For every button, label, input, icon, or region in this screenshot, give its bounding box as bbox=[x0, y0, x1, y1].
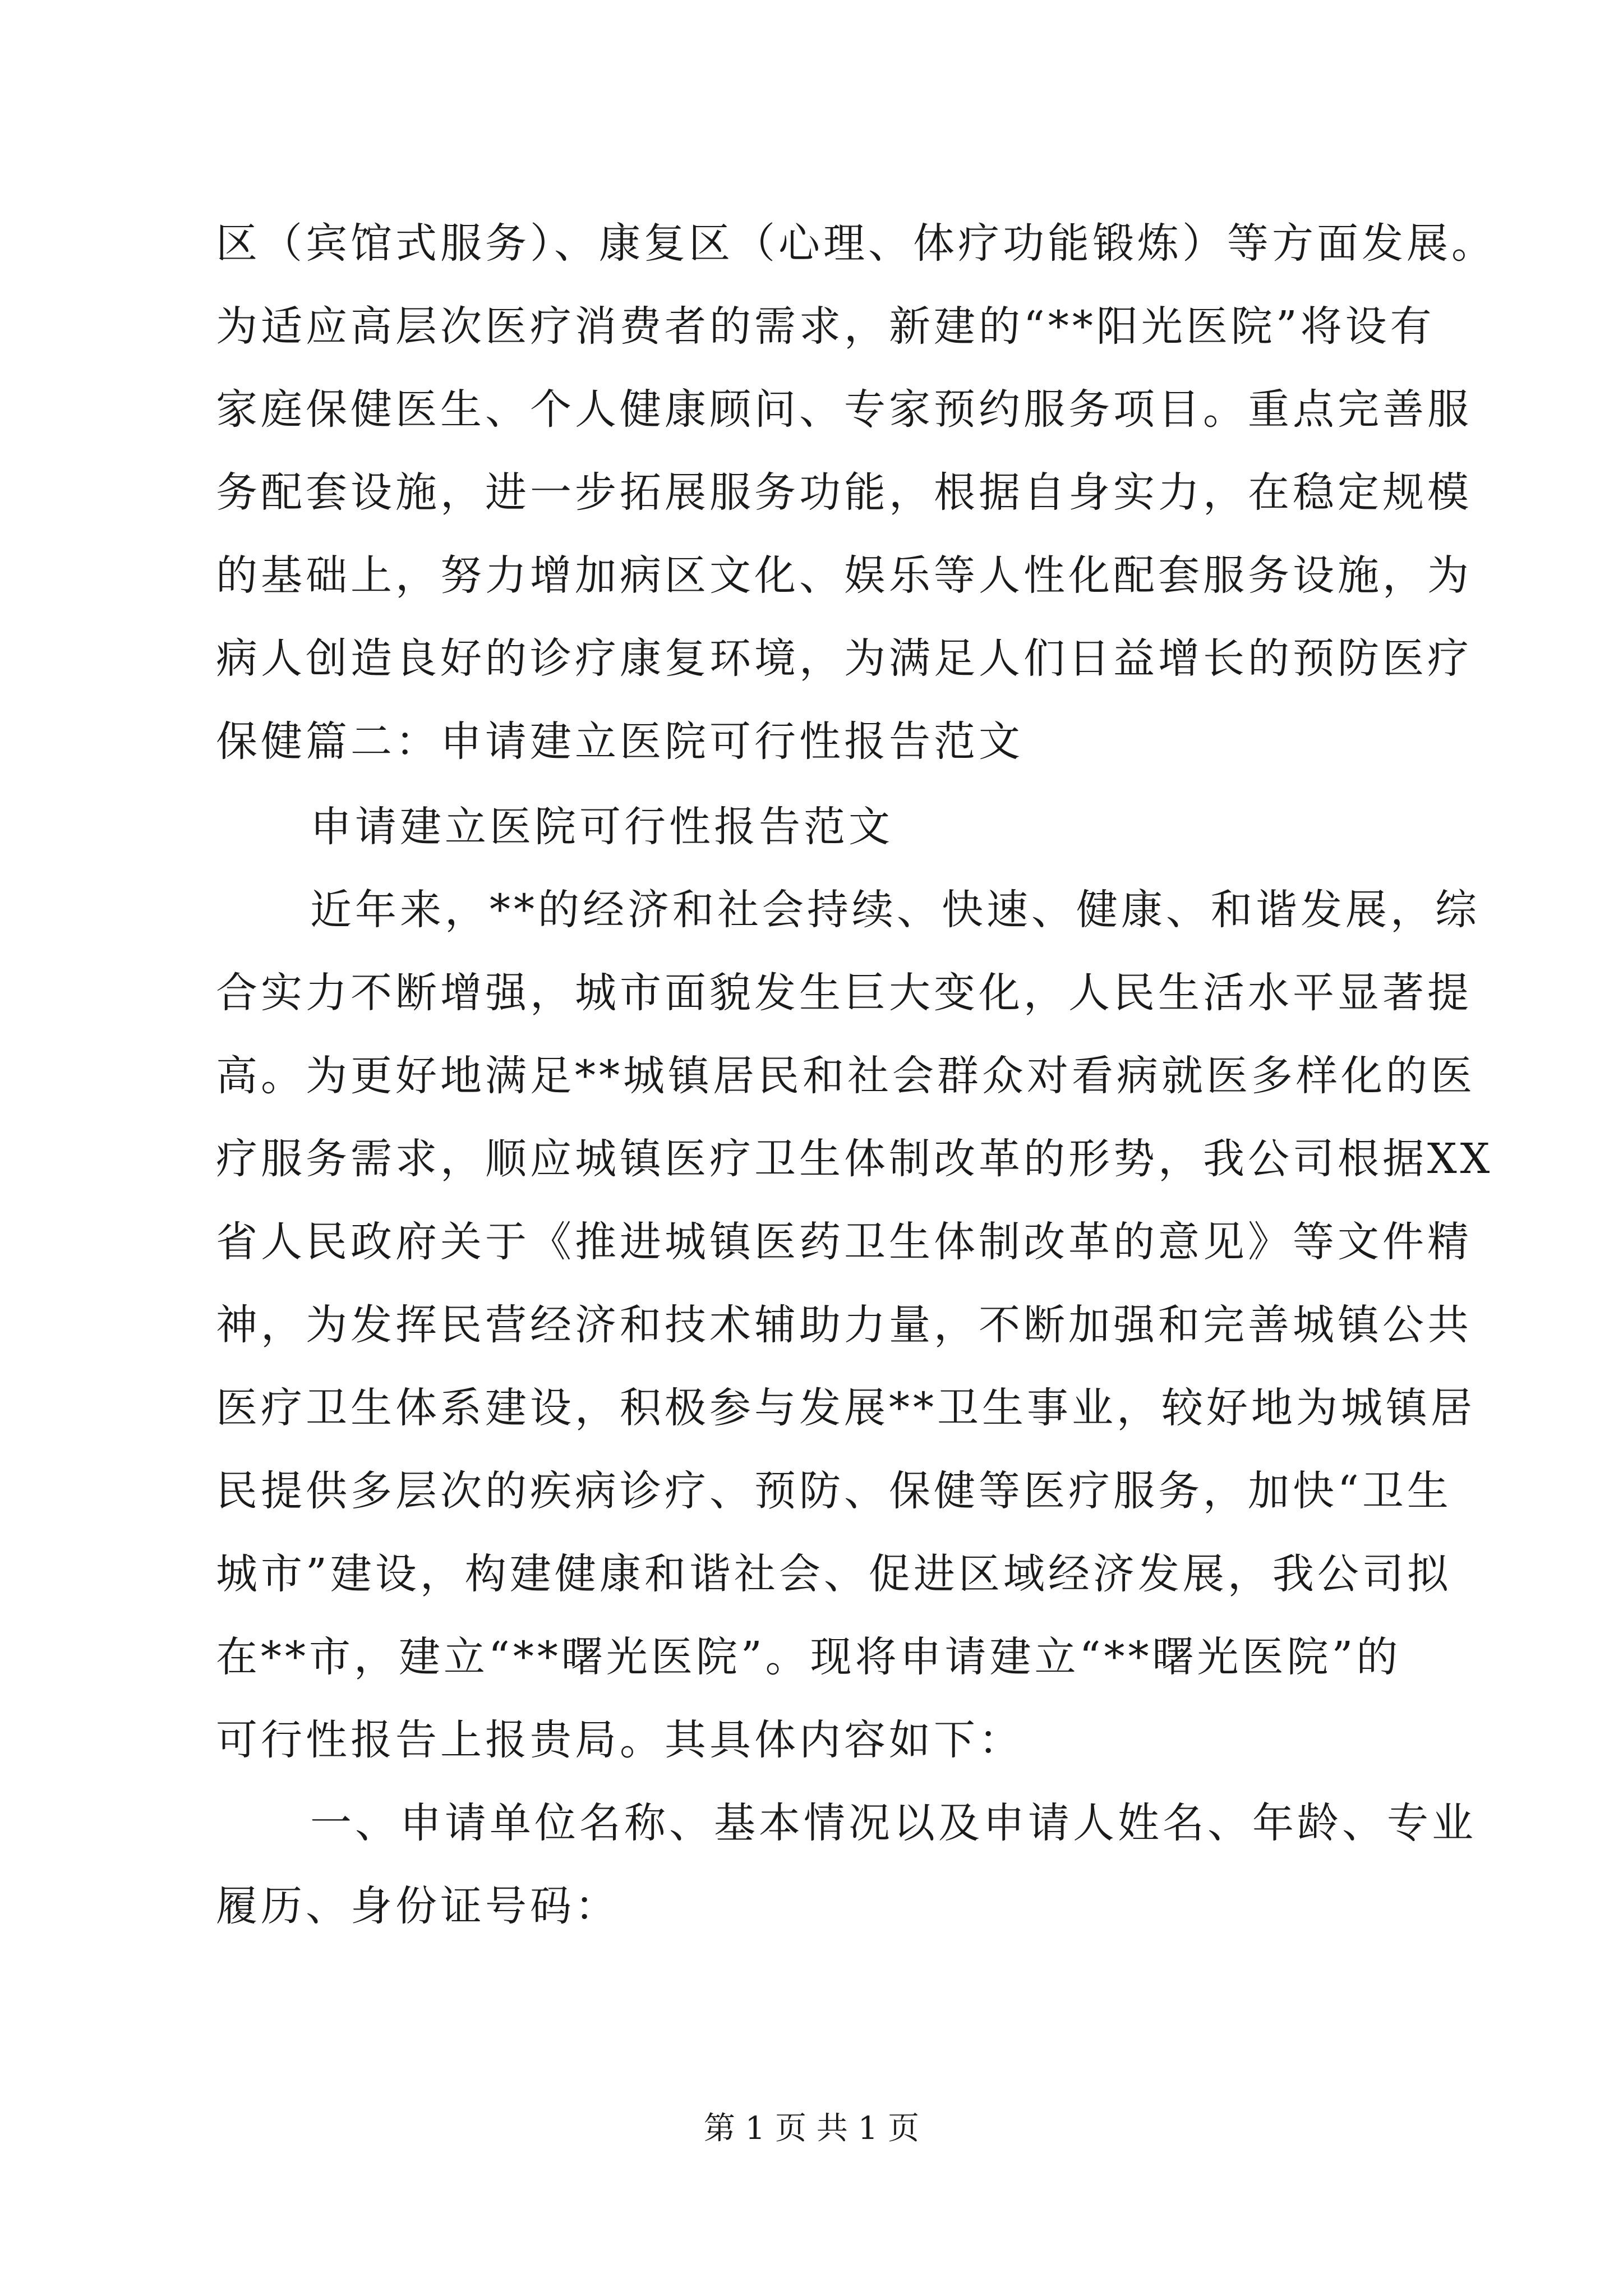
document-body bbox=[216, 202, 1496, 1948]
text-line: 履历、身份证号码： bbox=[216, 1882, 620, 1930]
text-line: 区（宾馆式服务）、康复区（心理、体疗功能锻炼）等方面发展。 bbox=[216, 219, 1496, 268]
text-line: 一、申请单位名称、基本情况以及申请人姓名、年龄、专业 bbox=[310, 1799, 1477, 1847]
text-line: 疗服务需求，顺应城镇医疗卫生体制改革的形势，我公司根据XX bbox=[216, 1135, 1493, 1183]
text-line: 城市”建设，构建健康和谐社会、促进区域经济发展，我公司拟 bbox=[216, 1550, 1452, 1598]
page-number-footer: 第 1 页 共 1 页 bbox=[703, 2110, 920, 2147]
text-line: 医疗卫生体系建设，积极参与发展**卫生事业，较好地为城镇居 bbox=[216, 1384, 1476, 1432]
text-line: 高。为更好地满足**城镇居民和社会群众对看病就医多样化的医 bbox=[216, 1052, 1476, 1100]
section-heading: 申请建立医院可行性报告范文 bbox=[310, 803, 893, 851]
text-line: 在**市，建立“**曙光医院”。现将申请建立“**曙光医院”的 bbox=[216, 1633, 1401, 1681]
text-line: 合实力不断增强，城市面貌发生巨大变化，人民生活水平显著提 bbox=[216, 969, 1472, 1017]
text-line: 为适应高层次医疗消费者的需求，新建的“**阳光医院”将设有 bbox=[216, 302, 1435, 351]
text-line: 省人民政府关于《推进城镇医药卫生体制改革的意见》等文件精 bbox=[216, 1218, 1472, 1266]
text-line: 保健篇二：申请建立医院可行性报告范文 bbox=[216, 717, 1023, 766]
text-line: 的基础上，努力增加病区文化、娱乐等人性化配套服务设施，为 bbox=[216, 551, 1472, 600]
text-line: 近年来，**的经济和社会持续、快速、健康、和谐发展，综 bbox=[310, 886, 1480, 934]
text-line: 家庭保健医生、个人健康顾问、专家预约服务项目。重点完善服 bbox=[216, 385, 1472, 434]
text-line: 务配套设施，进一步拓展服务功能，根据自身实力，在稳定规模 bbox=[216, 468, 1472, 517]
text-line: 神，为发挥民营经济和技术辅助力量，不断加强和完善城镇公共 bbox=[216, 1301, 1472, 1349]
text-line: 病人创造良好的诊疗康复环境，为满足人们日益增长的预防医疗 bbox=[216, 634, 1472, 683]
text-line: 可行性报告上报贵局。其具体内容如下： bbox=[216, 1716, 1023, 1764]
text-line: 民提供多层次的疾病诊疗、预防、保健等医疗服务，加快“卫生 bbox=[216, 1467, 1452, 1515]
